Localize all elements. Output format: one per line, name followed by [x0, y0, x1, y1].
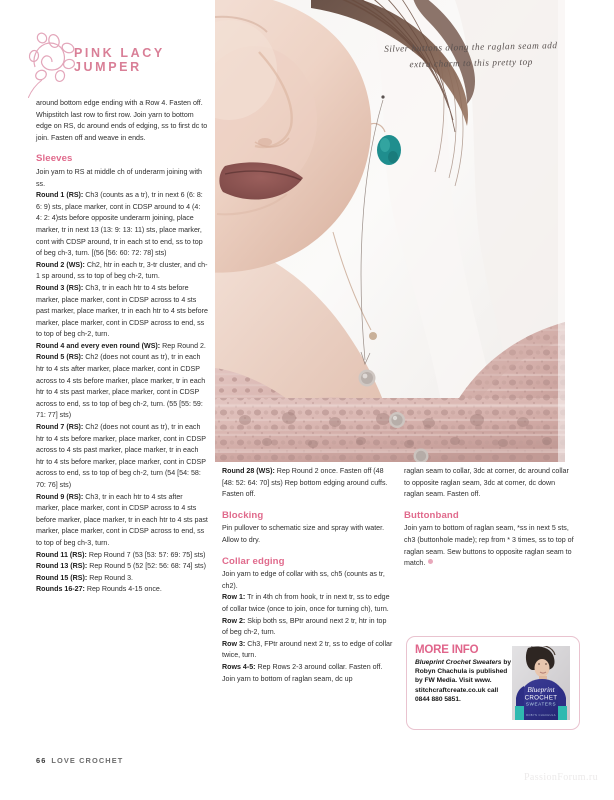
sleeves-intro: Join yarn to RS at middle ch of underarm joining with ss. — [36, 167, 202, 188]
round-text: Rep Rounds 4-15 once. — [84, 585, 162, 594]
cover-byline: ROBYN CHACHULA — [526, 714, 556, 717]
sleeves-heading: Sleeves — [36, 153, 73, 165]
round-text: Rep Round 2 once. Fasten off (48 [48: 52: 64: 70] sts) Rep bottom edging around cuffs. Fasten off. — [222, 467, 388, 499]
round-instruction — [36, 561, 208, 573]
round-label: Round 28 (WS): — [222, 467, 275, 475]
row-instruction — [222, 616, 394, 639]
flower-swirl-icon — [28, 28, 80, 98]
more-info-box — [406, 636, 580, 730]
round-text: Rep Round 5 (52 [52: 56: 68: 74] sts) — [87, 562, 206, 571]
round-text: Rep Round 3. — [87, 573, 133, 582]
footer — [36, 756, 123, 765]
cover-line-2: CROCHET — [524, 694, 558, 702]
round-instruction — [36, 283, 208, 341]
collar-edging-heading: Collar edging — [222, 555, 285, 567]
more-info-body — [415, 658, 511, 704]
round-text: Ch2, htr in each tr, 3-tr cluster, and ch-1 sp around, ss to top of beg ch-2, turn. — [36, 260, 208, 281]
round-text: Ch3 (counts as a tr), tr in next 6 (6: 8: 6: 9) sts, place marker, cont in CDSP around to 4 (4: 4: 2: 4)sts before opposite underarm joining, place marker, tr in next 13 (13: 9: 13: 11) sts, place marker, cont with CDSP around, tr in each st to end, ss to top of beg ch-3, turn. [(56 [56: 60: 72: 78] sts) — [36, 191, 203, 258]
row-text: Ch3, FPtr around next 2 tr, ss to edge of collar twice, turn. — [222, 639, 393, 660]
round-label: Round 1 (RS): — [36, 191, 84, 200]
round-label: Rounds 16-27: — [36, 585, 85, 594]
end-of-article-mark — [428, 559, 433, 564]
round-instruction — [222, 466, 394, 501]
row-instruction — [222, 662, 394, 685]
round-text: Ch3, tr in each htr to 4 sts after marker, place marker, cont in CDSP across to 4 sts before marker, place marker, tr in each htr to 4 sts past marker, place marker, cont in CDSP across to end, ss to top of beg ch-3, turn. — [36, 492, 208, 547]
round-instruction — [36, 584, 208, 596]
round-instruction — [36, 341, 208, 353]
round-label: Round 7 (RS): — [36, 423, 84, 432]
round-label: Round 15 (RS): — [36, 573, 88, 582]
row-label: Rows 4-5: — [222, 662, 256, 671]
book-cover-image — [512, 646, 570, 720]
round-text: Ch2 (does not count as tr), tr in each htr to 4 sts before marker, place marker, cont in CDSP across to 4 sts past marker, place marker, tr in each htr to 4 sts before marker, place marker, cont in CDSP across to end, ss to top of beg ch-2, turn (54 [54: 58: 70: 76] sts) — [36, 423, 206, 489]
row-label: Row 1: — [222, 593, 246, 602]
blocking-heading: Blocking — [222, 509, 264, 521]
row-text: Rep Rows 2-3 around collar. Fasten off. Join yarn to bottom of raglan seam, dc up — [222, 662, 383, 683]
round-instruction — [36, 260, 208, 283]
round-label: Round 9 (RS): — [36, 492, 84, 501]
round-instruction — [36, 352, 208, 422]
page-number: 66 — [36, 756, 47, 765]
book-cover-illustration — [512, 646, 570, 720]
row-label: Row 3: — [222, 639, 246, 648]
round-instruction — [36, 190, 208, 260]
round-instruction — [36, 573, 208, 585]
watermark: PassionForum.ru — [523, 772, 598, 783]
round-text: Rep Round 2. — [160, 341, 206, 350]
more-info-text-block — [415, 644, 511, 704]
round-text: Rep Round 7 (53 [53: 57: 69: 75] sts) — [86, 550, 206, 559]
more-info-body-2[interactable]: stitchcraftcreate.co.uk — [415, 686, 486, 694]
round-label: Round 13 (RS): — [36, 562, 88, 571]
blocking-text: Pin pullover to schematic size and spray with water. Allow to dry. — [222, 524, 385, 544]
buttonband-text — [404, 523, 576, 569]
row-instruction — [222, 592, 394, 615]
round-text: Ch2 (does not count as tr), tr in each htr to 4 sts after marker, place marker, cont in CDSP across to 4 sts before marker, place marker, tr in each htr to 4 sts past marker, place marker, cont in CDSP across to end, ss to top of beg ch-2, turn. (55 [55: 59: 71: 77] sts) — [36, 353, 206, 420]
col1-intro-paragraph: around bottom edge ending with a Row 4. Fasten off. Whipstitch last row to first row. Join yarn to bottom edge on RS, dc around ends of edging, ss to first dc to join. Fasten off and weave in ends. — [36, 99, 208, 142]
column-three — [404, 466, 576, 570]
row-text: Skip both ss, BPtr around next 2 tr, htr in top of beg ch-2, turn. — [222, 616, 387, 637]
more-info-body-3: call 0844 880 5851. — [415, 686, 499, 703]
round-label: Round 3 (RS): — [36, 283, 84, 292]
col3-continued-paragraph: raglan seam to collar, 3dc at corner, dc around collar to opposite raglan seam, 3dc at corner, dc down raglan seam. Fasten off. — [404, 467, 569, 499]
buttonband-heading: Buttonband — [404, 509, 459, 521]
publication-name: LOVE CROCHET — [51, 756, 124, 765]
cover-line-1: Blueprint — [527, 686, 555, 694]
more-info-book-title: Blueprint Crochet Sweaters — [415, 659, 502, 666]
more-info-body-1: by Robyn Chachula is published by FW Media. Visit www. — [415, 659, 512, 685]
round-label: Round 11 (RS): — [36, 550, 87, 559]
round-label: Round 4 and every even round (WS): — [36, 341, 161, 350]
cover-line-3: SWEATERS — [525, 701, 557, 707]
collar-intro: Join yarn to edge of collar with ss, ch5 (counts as tr, ch2). — [222, 570, 385, 590]
round-label: Round 2 (WS): — [36, 260, 85, 269]
round-instruction — [36, 492, 208, 550]
photo-caption: Silver buttons along the raglan seam add extra charm to this pretty top — [384, 41, 558, 71]
row-label: Row 2: — [222, 616, 246, 625]
masthead — [28, 36, 218, 80]
more-info-title: MORE INFO — [415, 644, 479, 656]
round-instruction — [36, 422, 208, 492]
row-text: Tr in 4th ch from hook, tr in next tr, ss to edge of collar twice (once to join, once for turning ch), turn. — [222, 593, 390, 613]
column-two — [222, 466, 394, 685]
buttonband-body: Join yarn to bottom of raglan seam, *ss in next 5 sts, ch3 (buttonhole made); rep from * 3 times, ss to top of raglan seam. Sew buttons to opposite raglan seam to match. — [404, 524, 574, 568]
row-instruction — [222, 639, 394, 662]
round-label: Round 5 (RS): — [36, 353, 84, 362]
page-title: PINK LACY JUMPER — [74, 46, 165, 74]
round-text: Ch3, tr in each htr to 4 sts before marker, place marker, cont in CDSP across to 4 sts past marker, place marker, tr in each htr to 4 sts before marker, place marker, cont in CDSP across to end, ss to top of beg ch-2, turn. — [36, 283, 208, 339]
round-instruction — [36, 550, 208, 562]
column-one — [36, 98, 208, 596]
